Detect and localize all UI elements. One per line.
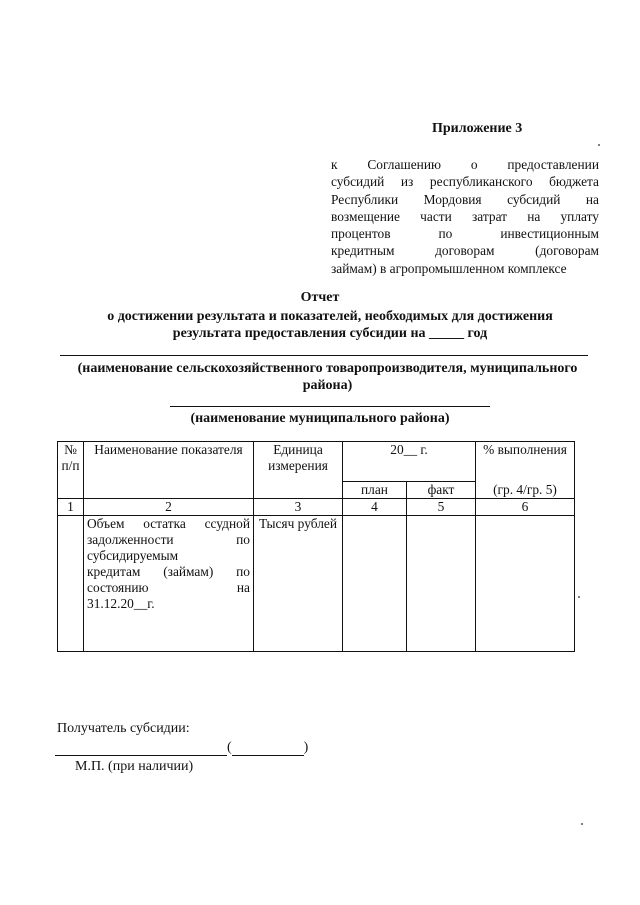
- header-year: 20__ г.: [343, 442, 476, 482]
- agreement-line: процентов по инвестиционным: [331, 226, 599, 242]
- stamp-note: М.П. (при наличии): [75, 759, 194, 774]
- report-subtitle: [70, 308, 590, 342]
- producer-note: (наименование сельскохозяйственного товаропроизводителя, муниципального района): [77, 361, 578, 393]
- row-num-cell: [58, 516, 84, 652]
- column-number: 1: [58, 499, 84, 516]
- unit-cell: Тысяч рублей: [254, 516, 343, 652]
- column-number: 3: [254, 499, 343, 516]
- indicator-line: Объем остатка ссудной: [87, 516, 250, 531]
- name-blank: [232, 741, 304, 756]
- header-percent-formula: (гр. 4/гр. 5): [476, 482, 575, 499]
- indicator-line: состоянию на: [87, 580, 250, 595]
- indicator-line: кредитам (займам) по: [87, 564, 250, 579]
- header-plan: план: [343, 482, 407, 499]
- column-number: 6: [476, 499, 575, 516]
- recipient-label: Получатель субсидии:: [57, 721, 190, 736]
- agreement-line: кредитным договорам (договорам: [331, 243, 599, 259]
- agreement-reference: [331, 156, 599, 277]
- header-fact: факт: [407, 482, 476, 499]
- header-unit: Единица измерения: [254, 442, 343, 499]
- indicator-line: 31.12.20__г.: [87, 596, 155, 611]
- agreement-line: возмещение части затрат на уплату: [331, 208, 599, 224]
- scan-speck: [581, 823, 583, 825]
- signature-paren-close: ): [303, 740, 309, 755]
- indicator-line: субсидируемым: [87, 548, 179, 563]
- report-table: [57, 441, 575, 652]
- district-note: (наименование муниципального района): [190, 411, 450, 426]
- agreement-line: субсидий из республиканского бюджета: [331, 174, 599, 190]
- fact-cell: [407, 516, 476, 652]
- header-num: № п/п: [58, 442, 84, 499]
- district-blank-line: [170, 406, 490, 407]
- plan-cell: [343, 516, 407, 652]
- header-name: Наименование показателя: [84, 442, 254, 499]
- report-title: Отчет: [300, 290, 340, 305]
- indicator-name-cell: [84, 516, 254, 652]
- signature-line: [55, 740, 308, 756]
- column-number: 5: [407, 499, 476, 516]
- signature-paren-open: (: [227, 740, 232, 755]
- scan-speck: [598, 144, 600, 146]
- producer-blank-line: [60, 355, 588, 356]
- signature-blank: [55, 741, 227, 756]
- indicator-line: задолженности по: [87, 532, 250, 547]
- column-number: 4: [343, 499, 407, 516]
- appendix-title: Приложение 3: [432, 121, 523, 136]
- agreement-line: займам) в агропромышленном комплексе: [331, 260, 567, 276]
- scan-speck: [578, 596, 580, 598]
- percent-cell: [476, 516, 575, 652]
- report-subtitle-line: о достижении результата и показателей, необходимых для достижения: [107, 309, 553, 324]
- agreement-line: к Соглашению о предоставлении: [331, 157, 599, 172]
- column-number: 2: [84, 499, 254, 516]
- agreement-line: Республики Мордовия субсидий на: [331, 191, 599, 207]
- report-subtitle-line: результата предоставления субсидии на _____ год: [172, 326, 488, 341]
- header-percent: % выполнения: [476, 442, 575, 482]
